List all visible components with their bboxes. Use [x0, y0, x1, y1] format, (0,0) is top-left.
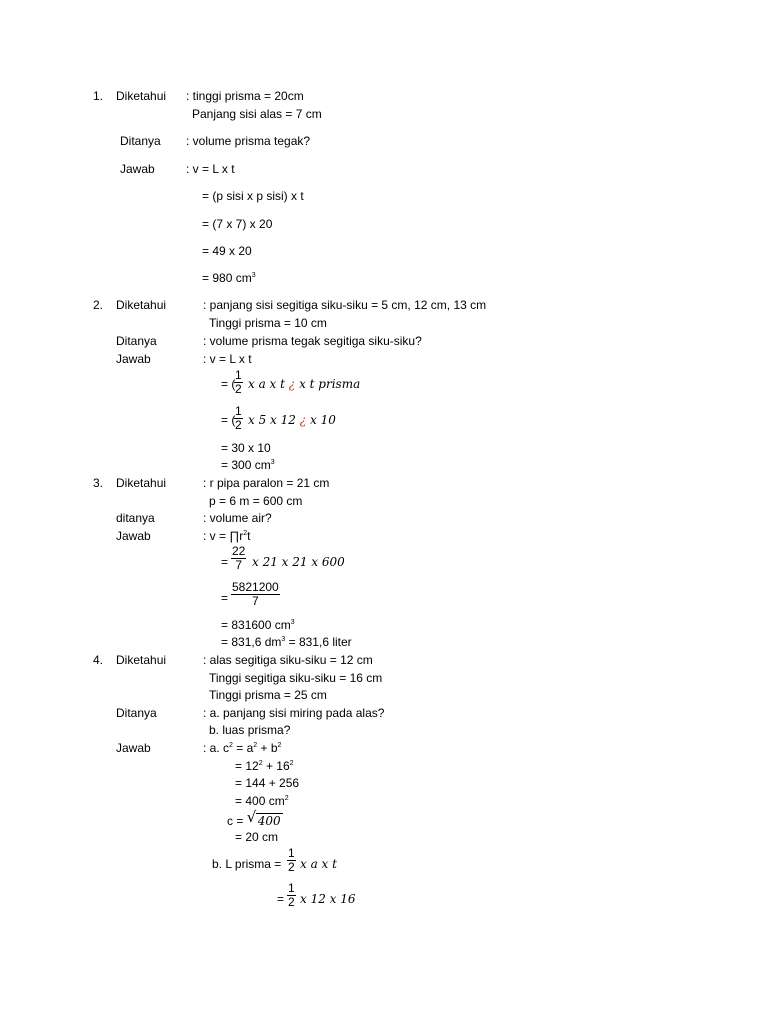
given-line: : alas segitiga siku-siku = 12 cm	[203, 653, 373, 667]
formula-expression: x a x t ¿ x t prisma	[248, 377, 361, 391]
problem-number: 1.	[93, 89, 104, 103]
given-line: : r pipa paralon = 21 cm	[203, 476, 330, 490]
formula-prefix: =	[277, 892, 285, 906]
jawab-label: Jawab	[116, 529, 151, 543]
answer-step-sqrt: c = √ 400	[227, 808, 281, 828]
answer-step: = 30 x 10	[221, 441, 271, 455]
question-line: b. luas prisma?	[209, 723, 291, 737]
problem-number: 3.	[93, 476, 104, 490]
given-line: Tinggi segitiga siku-siku = 16 cm	[209, 671, 383, 685]
question-line: : volume prisma tegak?	[186, 134, 311, 148]
sqrt-expression: √ 400	[246, 808, 281, 828]
fraction: 1 2	[288, 881, 295, 909]
fraction: 5821200 7	[232, 580, 279, 608]
question-line: : a. panjang sisi miring pada alas?	[203, 706, 385, 720]
problem-number: 4.	[93, 653, 104, 667]
answer-step: = 144 + 256	[235, 776, 300, 790]
diketahui-label: Diketahui	[116, 89, 167, 103]
answer-step: = (p sisi x p sisi) x t	[202, 189, 304, 203]
formula-expression: x a x t	[300, 857, 337, 871]
answer-step: = 831600 $cm^3$	[221, 618, 295, 632]
answer-step: = 980 $cm^3$	[202, 271, 256, 285]
diketahui-label: Diketahui	[116, 298, 167, 312]
diketahui-label: Diketahui	[116, 476, 167, 490]
question-line: : volume air?	[203, 511, 272, 525]
answer-step: = (7 x 7) x 20	[202, 217, 273, 231]
ditanya-label: Ditanya	[116, 334, 157, 348]
formula-prefix: = (	[221, 413, 236, 427]
formula-prefix: =	[221, 555, 229, 569]
formula-prefix: = (	[221, 377, 236, 391]
ditanya-label: Ditanya	[120, 134, 161, 148]
fraction: 1 2	[235, 368, 242, 396]
formula-expression: x 12 x 16	[300, 892, 356, 906]
diketahui-label: Diketahui	[116, 653, 167, 667]
formula-prefix: =	[221, 591, 229, 605]
jawab-label: Jawab	[116, 741, 151, 755]
answer-step: = 400 $cm^2$	[235, 794, 289, 808]
given-line: : panjang sisi segitiga siku-siku = 5 cm, 12 cm, 13 cm	[203, 298, 487, 312]
jawab-label: Jawab	[120, 162, 155, 176]
given-line: Tinggi prisma = 10 cm	[209, 316, 327, 330]
question-line: : volume prisma tegak segitiga siku-siku?	[203, 334, 422, 348]
answer-line: b. L prisma =	[212, 857, 282, 871]
formula-expression: x 21 x 21 x 600	[252, 555, 345, 569]
problem-number: 2.	[93, 298, 104, 312]
given-line: Tinggi prisma = 25 cm	[209, 688, 327, 702]
fraction: 1 2	[235, 404, 242, 432]
given-line: p = 6 m = 600 cm	[209, 494, 303, 508]
answer-line: : v = L x t	[203, 352, 252, 366]
answer-line: : v = L x t	[186, 162, 235, 176]
answer-step: = 300 $cm^3$	[221, 458, 275, 472]
answer-line: : a. $c^2 = a^2 + b^2$	[203, 741, 282, 755]
fraction: 1 2	[288, 846, 295, 874]
fraction: 22 7	[232, 544, 246, 572]
ditanya-label: Ditanya	[116, 706, 157, 720]
formula-expression: x 5 x 12 ¿ x 10	[248, 413, 336, 427]
answer-step: = $12^2 + 16^2$	[235, 759, 294, 773]
jawab-label: Jawab	[116, 352, 151, 366]
answer-line: : $v = \prod r^2t$	[203, 529, 251, 543]
answer-step: = 49 x 20	[202, 244, 252, 258]
given-line: : tinggi prisma = 20cm	[186, 89, 304, 103]
ditanya-label: ditanya	[116, 511, 155, 525]
given-line: Panjang sisi alas = 7 cm	[192, 107, 322, 121]
answer-step: = 20 cm	[235, 830, 279, 844]
answer-step: = 831,6 $dm^3 = 831,6$ liter	[221, 635, 352, 649]
